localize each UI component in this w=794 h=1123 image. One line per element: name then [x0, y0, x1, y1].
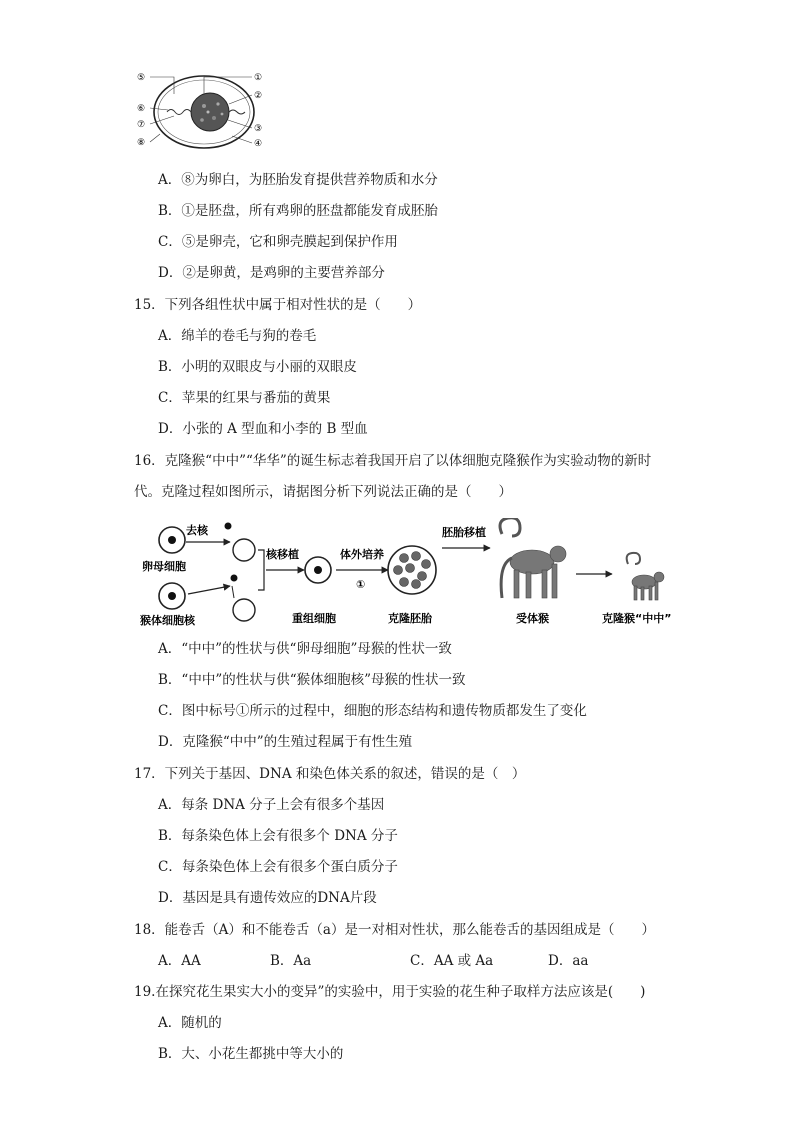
q19-option-a: A．随机的: [158, 1015, 222, 1031]
q16-option-c: C．图中标号①所示的过程中，细胞的形态结构和遗传物质都发生了变化: [158, 703, 587, 719]
empty-cell-icon: [233, 599, 255, 621]
egg-label-2: ②: [254, 91, 263, 101]
enucleated-egg-icon: [233, 539, 255, 561]
egg-yolk: [191, 93, 229, 131]
q15-option-d: D．小张的 A 型血和小李的 B 型血: [158, 421, 368, 437]
q16-option-d: D．克隆猴“中中”的生殖过程属于有性生殖: [158, 734, 413, 750]
removed-nucleus-icon: [225, 523, 232, 530]
q14-option-b: B．①是胚盘，所有鸡卵的胚盘都能发育成胚胎: [158, 203, 438, 219]
culture-label: 体外培养: [340, 548, 384, 561]
egg-structure-figure: [132, 66, 272, 156]
q14-option-a: A．⑧为卵白，为胚胎发育提供营养物质和水分: [158, 172, 438, 188]
q15-option-b: B．小明的双眼皮与小丽的双眼皮: [158, 359, 357, 375]
q19-option-b: B．大、小花生都挑中等大小的: [158, 1046, 344, 1062]
q15-option-c: C．苹果的红果与番茄的黄果: [158, 390, 331, 406]
q18-option-a: A．AA: [158, 953, 201, 969]
egg-label-3: ③: [254, 124, 263, 134]
q19-stem: 19.在探究花生果实大小的变异”的实验中，用于实验的花生种子取样方法应该是( ): [134, 984, 646, 1000]
monkey-nucleus-label: 猴体细胞核: [140, 614, 195, 627]
q17-option-b: B．每条染色体上会有很多个 DNA 分子: [158, 828, 398, 844]
clone-monkey-label: 克隆猴“中中”: [602, 612, 672, 625]
q18-option-b: B．Aa: [270, 953, 312, 969]
embryo-transfer-label: 胚胎移植: [442, 526, 486, 539]
egg-label-4: ④: [254, 139, 263, 149]
q16-stem-line2: 代。克隆过程如图所示，请据图分析下列说法正确的是（ ）: [134, 484, 512, 500]
q16-option-a: A．“中中”的性状与供“卵母细胞”母猴的性状一致: [158, 641, 452, 657]
q17-option-c: C．每条染色体上会有很多个蛋白质分子: [158, 859, 398, 875]
nuclear-transfer-label: 核移植: [266, 548, 299, 561]
q18-option-c: C．AA 或 Aa: [410, 953, 494, 969]
cloning-process-figure: [132, 518, 688, 634]
q18-option-d: D．aa: [548, 953, 589, 969]
q15-stem: 15．下列各组性状中属于相对性状的是（ ）: [134, 297, 422, 313]
clone-embryo-label: 克隆胚胎: [388, 612, 432, 625]
q17-option-a: A．每条 DNA 分子上会有很多个基因: [158, 797, 385, 813]
q17-stem: 17．下列关于基因、DNA 和染色体关系的叙述，错误的是（ ）: [134, 766, 526, 782]
egg-label-8: ⑧: [137, 138, 146, 148]
recipient-monkey-icon: [500, 518, 566, 598]
q14-option-c: C．⑤是卵壳，它和卵壳膜起到保护作用: [158, 234, 398, 250]
egg-label-7: ⑦: [137, 120, 146, 130]
clone-monkey-icon: [627, 553, 664, 600]
recipient-label: 受体猴: [516, 612, 549, 625]
q16-option-b: B．“中中”的性状与供“猴体细胞核”母猴的性状一致: [158, 672, 466, 688]
q15-option-a: A．绵羊的卷毛与狗的卷毛: [158, 328, 317, 344]
q14-option-d: D．②是卵黄，是鸡卵的主要营养部分: [158, 265, 385, 281]
donor-nucleus-icon: [231, 575, 238, 582]
q17-option-d: D．基因是具有遗传效应的DNA片段: [158, 890, 377, 906]
q16-stem-line1: 16．克隆猴“中中”“华华”的诞生标志着我国开启了以体细胞克隆猴作为实验动物的新时: [134, 453, 652, 469]
qu-he-label: 去核: [186, 524, 208, 537]
q18-stem: 18．能卷舌（A）和不能卷舌（a）是一对相对性状，那么能卷舌的基因组成是（ ）: [134, 922, 655, 938]
reconstructed-cell-label: 重组细胞: [292, 612, 336, 625]
egg-label-6: ⑥: [137, 104, 146, 114]
egg-label-5: ⑤: [137, 73, 146, 83]
step-marker: ①: [356, 578, 366, 591]
egg-label-1: ①: [254, 73, 263, 83]
egg-cell-label: 卵母细胞: [142, 560, 186, 573]
